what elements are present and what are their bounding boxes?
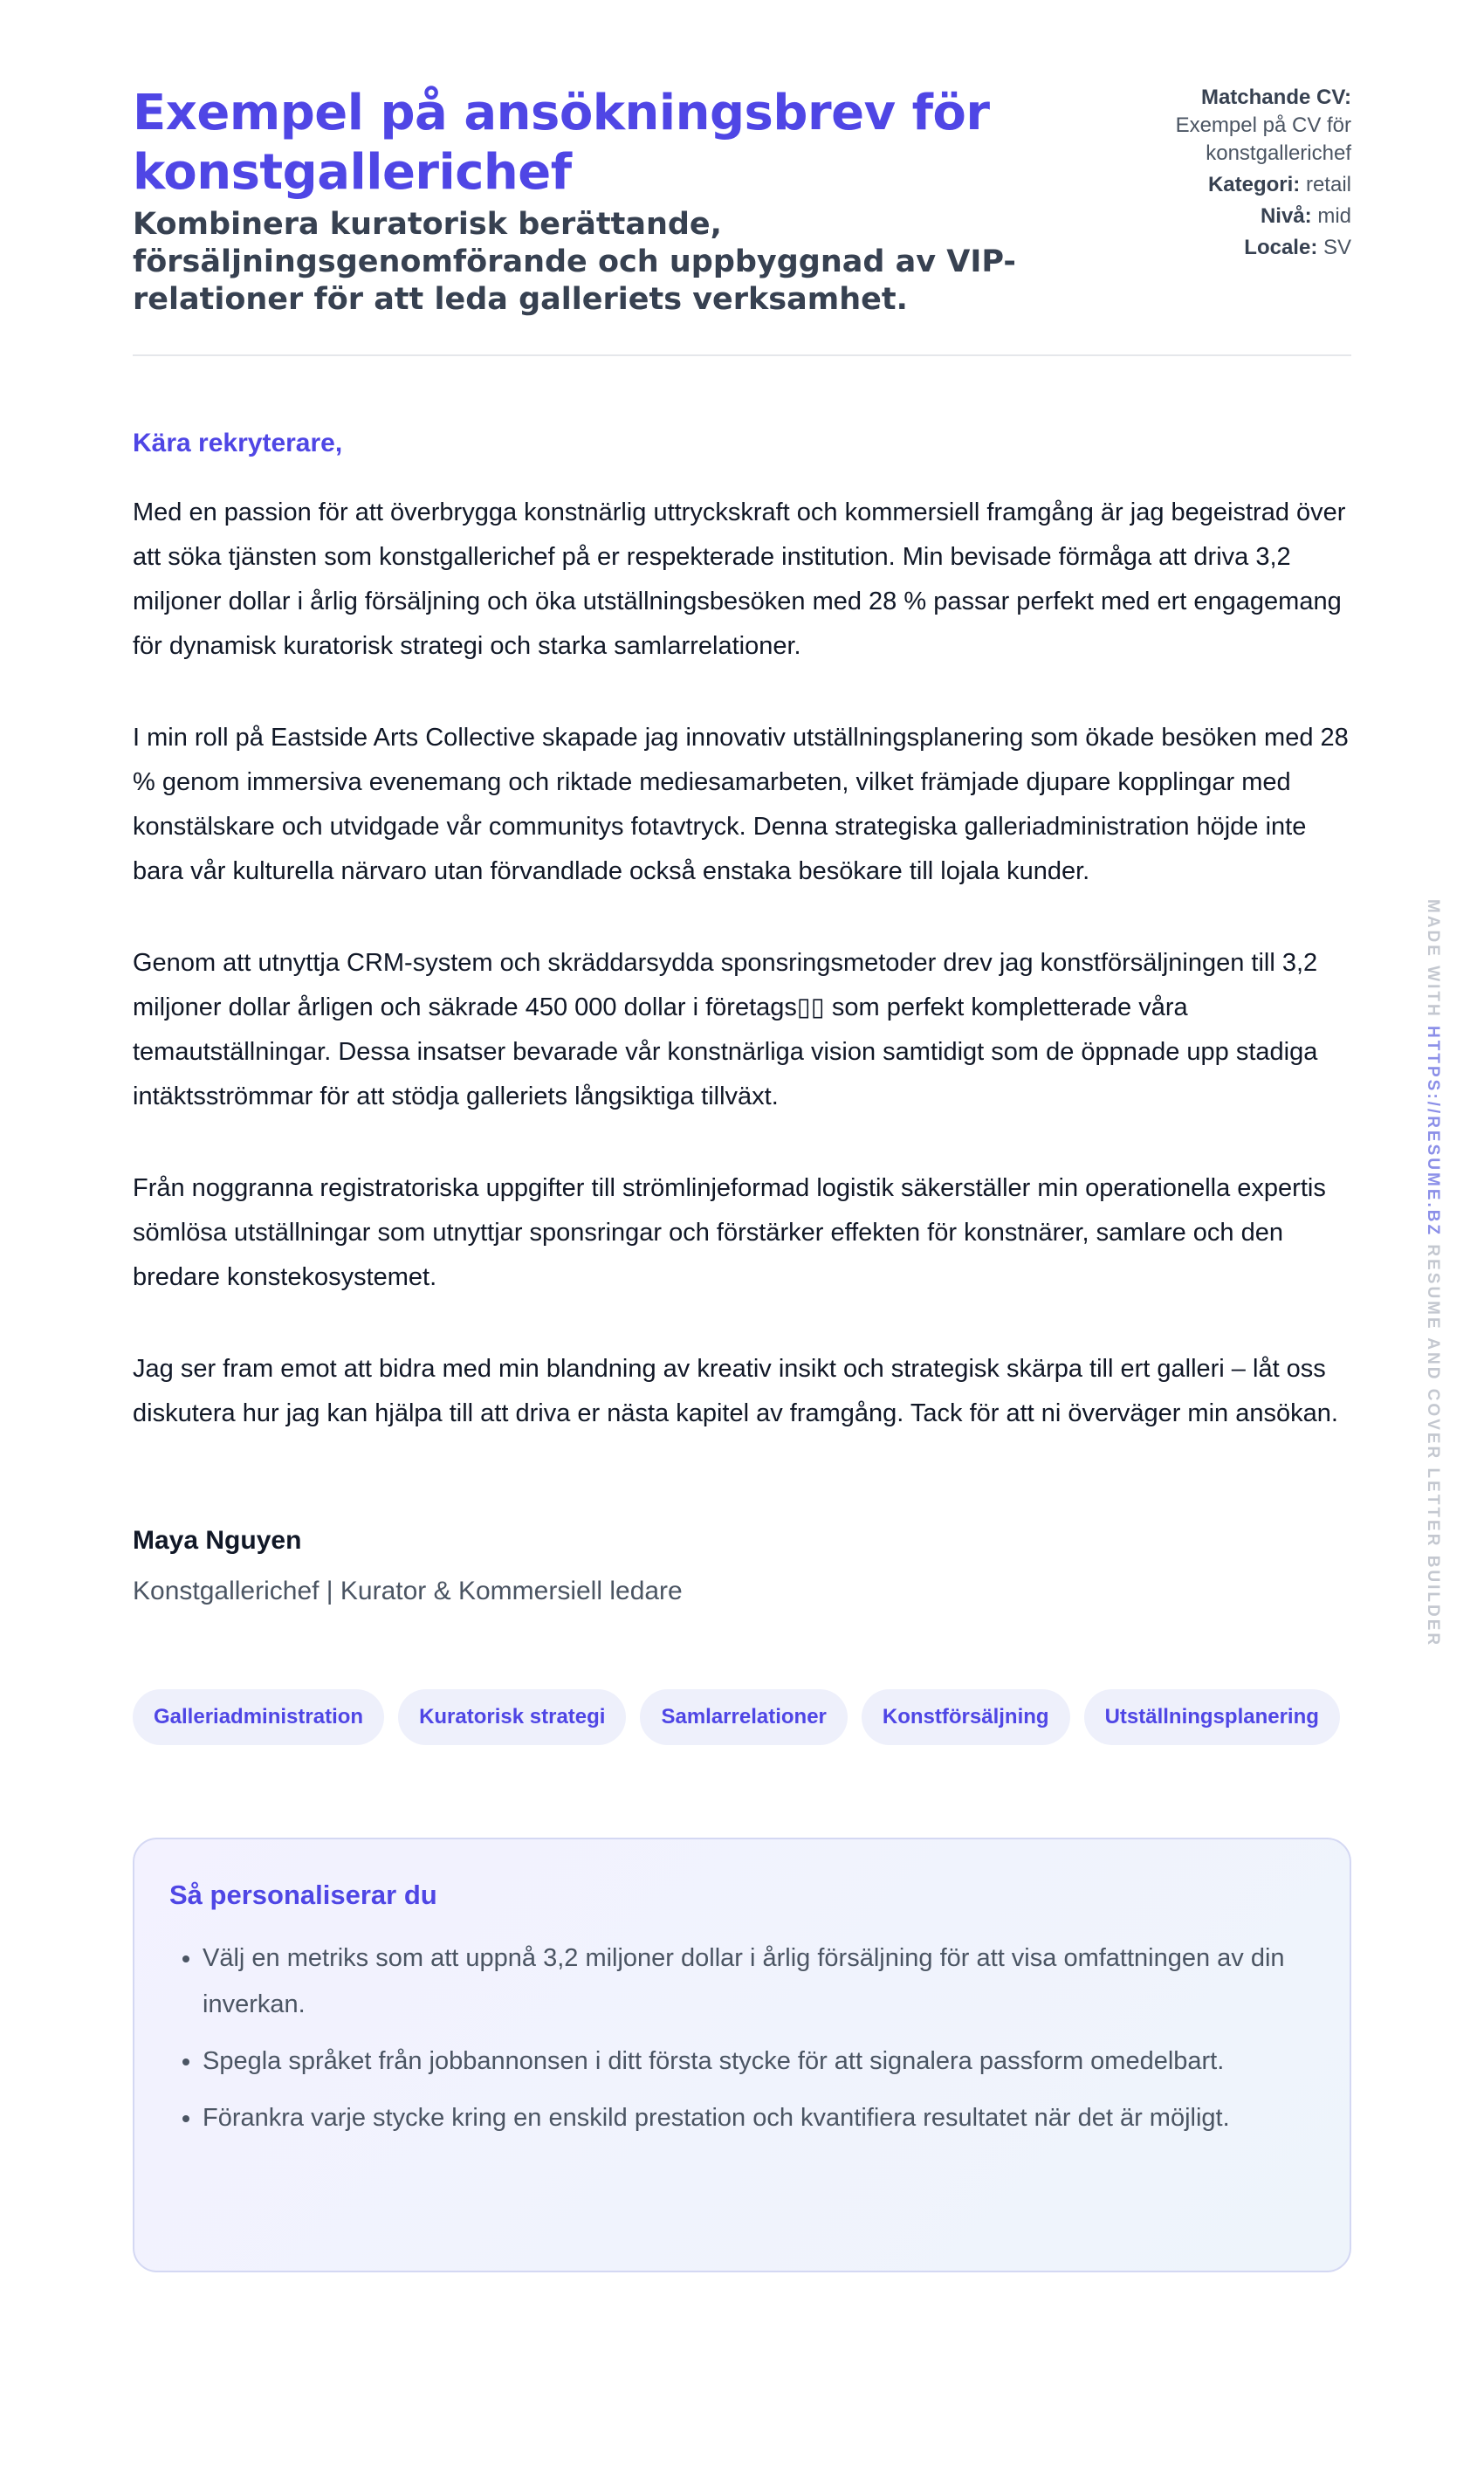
cover-letter-page	[133, 0, 1351, 2272]
meta-category	[1089, 171, 1351, 199]
page-header	[133, 0, 1351, 356]
tip-item: • Välj en metriks som att uppnå 3,2 miljoner dollar i årlig försäljning för att visa omfattningen av din inverkan.	[203, 1935, 1315, 2028]
resume-bz-link[interactable]: HTTPS://RESUME.BZ	[1424, 1026, 1442, 1238]
personalization-tips-box	[133, 1838, 1351, 2272]
letter-paragraph: Jag ser fram emot att bidra med min blandning av kreativ insikt och strategisk skärpa till ert galleri – låt oss diskutera hur jag kan hjälpa till att driva er nästa kapitel av framgång. Tack för att ni överväger min ansökan.	[133, 1355, 1338, 1427]
meta-category-label: Kategori:	[1207, 173, 1301, 196]
meta-level-label: Nivå:	[1260, 204, 1312, 228]
tip-item: • Förankra varje stycke kring en enskild prestation och kvantifiera resultatet när det är möjligt.	[203, 2095, 1315, 2141]
letter-paragraph: Genom att utnyttja CRM-system och skräddarsydda sponsringsmetoder drev jag konstförsäljningen till 3,2 miljoner dollar årligen och säkrade 450 000 dollar i företags▯▯ som perfekt kompletterade våra temautställningar. Dessa insatser bevarade vår konstnärliga vision samtidigt som de öppnade upp stadiga intäktsströmmar för att stödja galleriets långsiktiga tillväxt.	[133, 949, 1318, 1110]
meta-category-value: retail	[1305, 173, 1351, 196]
meta-level	[1089, 203, 1351, 230]
skill-tags	[133, 1689, 1351, 1745]
skill-tag: Samlarrelationer	[640, 1689, 847, 1745]
meta-locale	[1089, 234, 1351, 262]
tip-item: • Spegla språket från jobbannonsen i ditt första stycke för att signalera passform omedelbart.	[203, 2038, 1315, 2085]
meta-locale-value: SV	[1323, 236, 1351, 259]
letter-body	[133, 426, 1351, 1609]
page-subtitle: Kombinera kuratorisk berättande, försäljningsgenomförande och uppbyggnad av VIP-relationer för att leda galleriets verksamhet.	[133, 207, 1016, 317]
letter-paragraph: Med en passion för att överbrygga konstnärlig uttryckskraft och kommersiell framgång är jag begeistrad över att söka tjänsten som konstgallerichef på er respekterade institution. Min bevisade förmåga att driva 3,2 miljoner dollar i årlig försäljning och öka utställningsbesöken med 28 % passar perfekt med ert engagemang för dynamisk kuratorisk strategi och starka samlarrelationer.	[133, 498, 1346, 660]
letter-paragraph: Från noggranna registratoriska uppgifter till strömlinjeformad logistik säkerställer min operationella expertis sömlösa utställningar som utnyttjar sponsringar och förstärker effekten för konstnärer, samlare och den bredare konstekosystemet.	[133, 1174, 1326, 1291]
meta-cv-label: Matchande CV:	[1200, 86, 1351, 109]
watermark-prefix: MADE WITH	[1424, 899, 1442, 1027]
watermark-suffix: RESUME AND COVER LETTER BUILDER	[1424, 1237, 1442, 1648]
page-title: Exempel på ansökningsbrev för konstgallerichef	[133, 85, 990, 201]
skill-tag: Galleriadministration	[133, 1689, 384, 1745]
tips-list	[169, 1935, 1315, 2141]
meta-panel	[1089, 84, 1351, 265]
skill-tag: Konstförsäljning	[862, 1689, 1070, 1745]
skill-tag: Utställningsplanering	[1084, 1689, 1340, 1745]
skill-tag: Kuratorisk strategi	[398, 1689, 626, 1745]
tips-title: Så personaliserar du	[169, 1880, 437, 1910]
signature-name: Maya Nguyen	[133, 1526, 302, 1555]
signature-role: Konstgallerichef | Kurator & Kommersiell ledare	[133, 1577, 683, 1605]
made-with-watermark	[1421, 899, 1442, 1648]
meta-matching-cv	[1089, 84, 1351, 168]
letter-paragraph: I min roll på Eastside Arts Collective skapade jag innovativ utställningsplanering som ökade besöken med 28 % genom immersiva evenemang och riktade mediesamarbeten, vilket främjade djupare kopplingar med konstälskare och utvidgade vår communitys fotavtryck. Denna strategiska galleriadministration höjde inte bara vår kulturella närvaro utan förvandlade också enstaka besökare till lojala kunder.	[133, 724, 1349, 885]
meta-level-value: mid	[1317, 204, 1351, 228]
meta-cv-value: Exempel på CV för konstgallerichef	[1175, 113, 1351, 165]
letter-greeting: Kära rekryterare,	[133, 429, 343, 457]
meta-locale-label: Locale:	[1244, 236, 1318, 259]
